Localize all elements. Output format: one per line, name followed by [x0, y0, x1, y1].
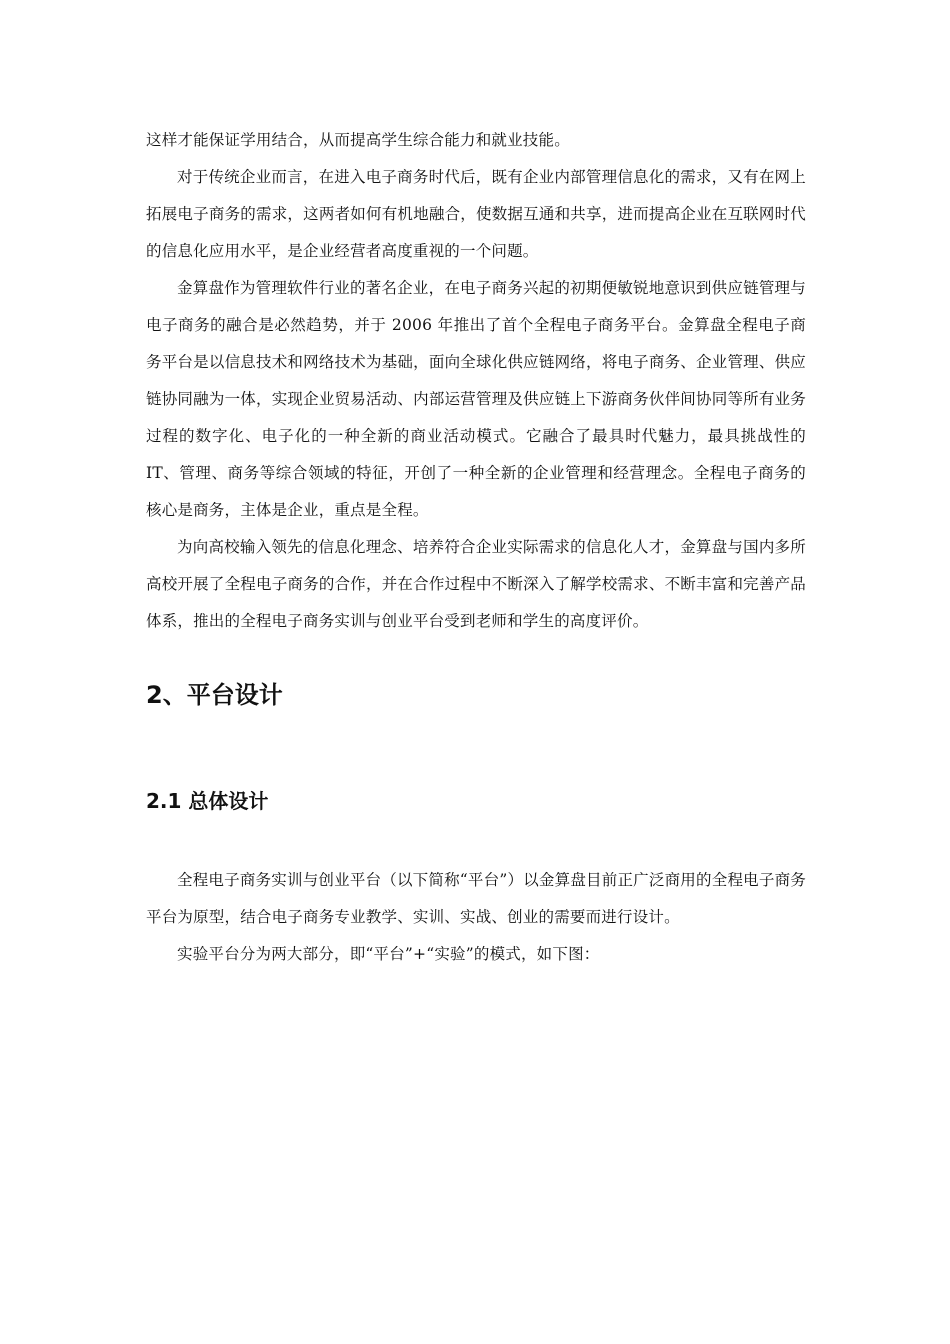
- paragraph-university-cooperation: 为向高校输入领先的信息化理念、培养符合企业实际需求的信息化人才，金算盘与国内多所高校开展了全程电子商务的合作，并在合作过程中不断深入了解学校需求、不断丰富和完善产品体系，推出的全程电子商务实训与创业平台受到老师和学生的高度评价。: [146, 538, 806, 630]
- paragraph-company-intro: 金算盘作为管理软件行业的著名企业，在电子商务兴起的初期便敏锐地意识到供应链管理与电子商务的融合是必然趋势，并于 2006 年推出了首个全程电子商务平台。金算盘全程电子商务平台是以信息技术和网络技术为基础，面向全球化供应链网络，将电子商务、企业管理、供应链协同融为一体，实现企业贸易活动、内部运营管理及供应链上下游商务伙伴间协同等所有业务过程的数字化、电子化的一种全新的商业活动模式。它融合了最具时代魅力，最具挑战性的 IT、管理、商务等综合领域的特征，开创了一种全新的企业管理和经营理念。全程电子商务的核心是商务，主体是企业，重点是全程。: [146, 279, 806, 519]
- paragraph-platform-overview: 全程电子商务实训与创业平台（以下简称“平台”）以金算盘目前正广泛商用的全程电子商务平台为原型，结合电子商务专业教学、实训、实战、创业的需要而进行设计。: [146, 871, 806, 926]
- paragraph-traditional-enterprise: 对于传统企业而言，在进入电子商务时代后，既有企业内部管理信息化的需求，又有在网上拓展电子商务的需求，这两者如何有机地融合，使数据互通和共享，进而提高企业在互联网时代的信息化应用水平，是企业经营者高度重视的一个问题。: [146, 168, 806, 260]
- document-body: [146, 122, 806, 973]
- paragraph-platform-structure: 实验平台分为两大部分，即“平台”+“实验”的模式，如下图：: [177, 945, 600, 963]
- paragraph-continuation: 这样才能保证学用结合，从而提高学生综合能力和就业技能。: [146, 131, 570, 149]
- subsection-heading: 2.1 总体设计: [146, 789, 269, 813]
- section-heading: 2、平台设计: [146, 681, 283, 709]
